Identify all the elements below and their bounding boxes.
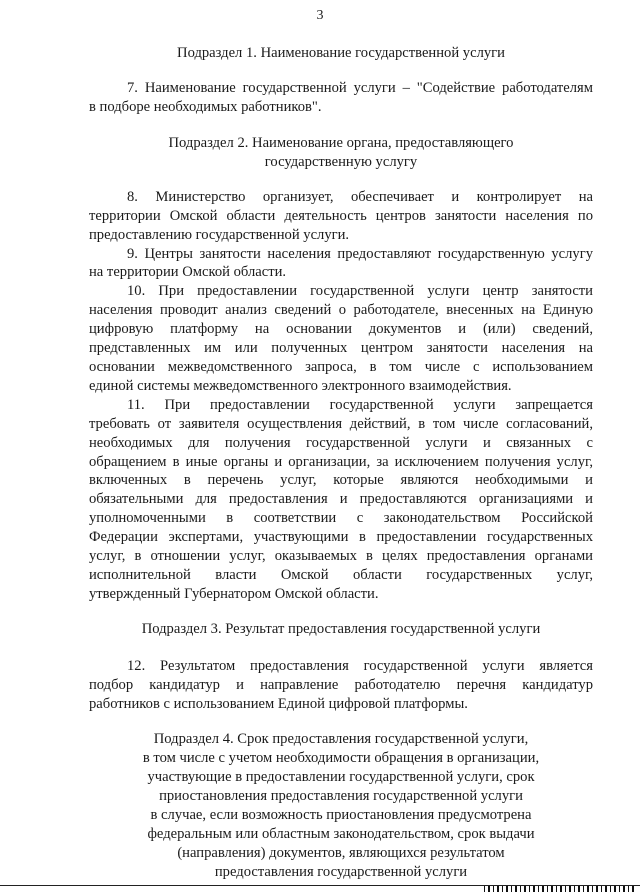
heading-line: в случае, если возможность приостановления предусмотрена — [150, 807, 532, 824]
paragraph-12 — [89, 657, 593, 714]
paragraph-11 — [89, 396, 593, 604]
heading-line: участвующие в предоставлении государственной услуги, срок — [147, 769, 535, 786]
paragraph-line: работников с использованием Единой цифровой платформы. — [89, 695, 468, 712]
subsection-2-heading — [89, 134, 593, 172]
paragraph-7 — [89, 79, 593, 117]
paragraph-line: единой системы межведомственного электронного взаимодействия. — [89, 377, 512, 394]
heading-line: федеральным или областным законодательством, срок выдачи — [147, 826, 535, 843]
paragraph-line: предоставлению государственной услуги. — [89, 226, 350, 243]
paragraph-line: представленных им или полученных центром занятости населения на — [89, 340, 593, 357]
subsection-1-heading — [89, 44, 593, 63]
heading-line: приостановления предоставления государственной услуги — [159, 788, 523, 805]
subsection-4-heading — [89, 730, 593, 882]
page-number: 3 — [316, 8, 324, 23]
paragraph-line: 11. При предоставлении государственной услуги запрещается — [127, 396, 593, 413]
paragraph-line: подбор кандидатур и направление работодателю перечня кандидатур — [89, 676, 593, 693]
paragraph-line: утвержденный Губернатором Омской области. — [89, 585, 379, 602]
paragraph-line: услуг, в отношении услуг, оказываемых в целях предоставления органами — [89, 548, 593, 565]
paragraph-line: 12. Результатом предоставления государственной услуги является — [127, 657, 593, 674]
paragraph-line: 9. Центры занятости населения предоставляют государственную услугу — [127, 245, 593, 262]
heading-line: Подраздел 2. Наименование органа, предоставляющего — [168, 134, 514, 151]
paragraph-line: в подборе необходимых работников". — [89, 98, 322, 115]
paragraph-line: на территории Омской области. — [89, 264, 287, 281]
heading-line: государственную услугу — [264, 153, 418, 170]
paragraph-line: исполнительной власти Омской области государственных услуг, — [89, 566, 593, 583]
paragraph-line: обращением в иные органы и организации, за исключением получения услуг, — [89, 453, 593, 470]
heading-line: предоставления государственной услуги — [214, 864, 468, 881]
heading-line: Подраздел 1. Наименование государственной услуги — [177, 45, 505, 61]
paragraph-line: включенных в перечень услуг, которые являются необходимыми и — [89, 472, 593, 489]
paragraph-8 — [89, 188, 593, 245]
heading-line: в том числе с учетом необходимости обращения в организации, — [142, 750, 540, 767]
paragraph-line: 7. Наименование государственной услуги – "Содействие работодателям — [127, 80, 593, 96]
subsection-3-heading — [89, 620, 593, 639]
paragraph-line: уполномоченными в соответствии с законодательством Российской — [89, 510, 593, 527]
paragraph-9 — [89, 245, 593, 283]
scan-edge-artifact — [0, 885, 640, 892]
paragraph-line: основании межведомственного запроса, в том числе с использованием — [89, 358, 593, 375]
paragraph-line: территории Омской области деятельность центров занятости населения по — [89, 207, 593, 224]
heading-line: Подраздел 4. Срок предоставления государственной услуги, — [153, 731, 529, 748]
paragraph-line: 8. Министерство организует, обеспечивает и контролирует на — [127, 188, 593, 205]
paragraph-line: требовать от заявителя осуществления действий, в том числе согласований, — [89, 415, 593, 432]
scan-barcode-marks — [484, 886, 634, 892]
paragraph-line: необходимых для получения государственной услуги и связанных с — [89, 434, 593, 451]
paragraph-line: населения проводит анализ сведений о работодателе, внесенных на Единую — [89, 302, 593, 319]
paragraph-line: цифровую платформу на основании документов и (или) сведений, — [89, 321, 593, 338]
paragraph-10 — [89, 282, 593, 395]
heading-line: Подраздел 3. Результат предоставления государственной услуги — [141, 620, 541, 637]
paragraph-line: 10. При предоставлении государственной услуги центр занятости — [127, 283, 593, 300]
paragraph-line: обязательными для предоставления и предоставляются организациями и — [89, 491, 593, 508]
paragraph-line: Федерации экспертами, участвующими в предоставлении государственных — [89, 529, 593, 546]
heading-line: (направления) документов, являющихся результатом — [177, 845, 505, 862]
document-body — [89, 44, 593, 882]
